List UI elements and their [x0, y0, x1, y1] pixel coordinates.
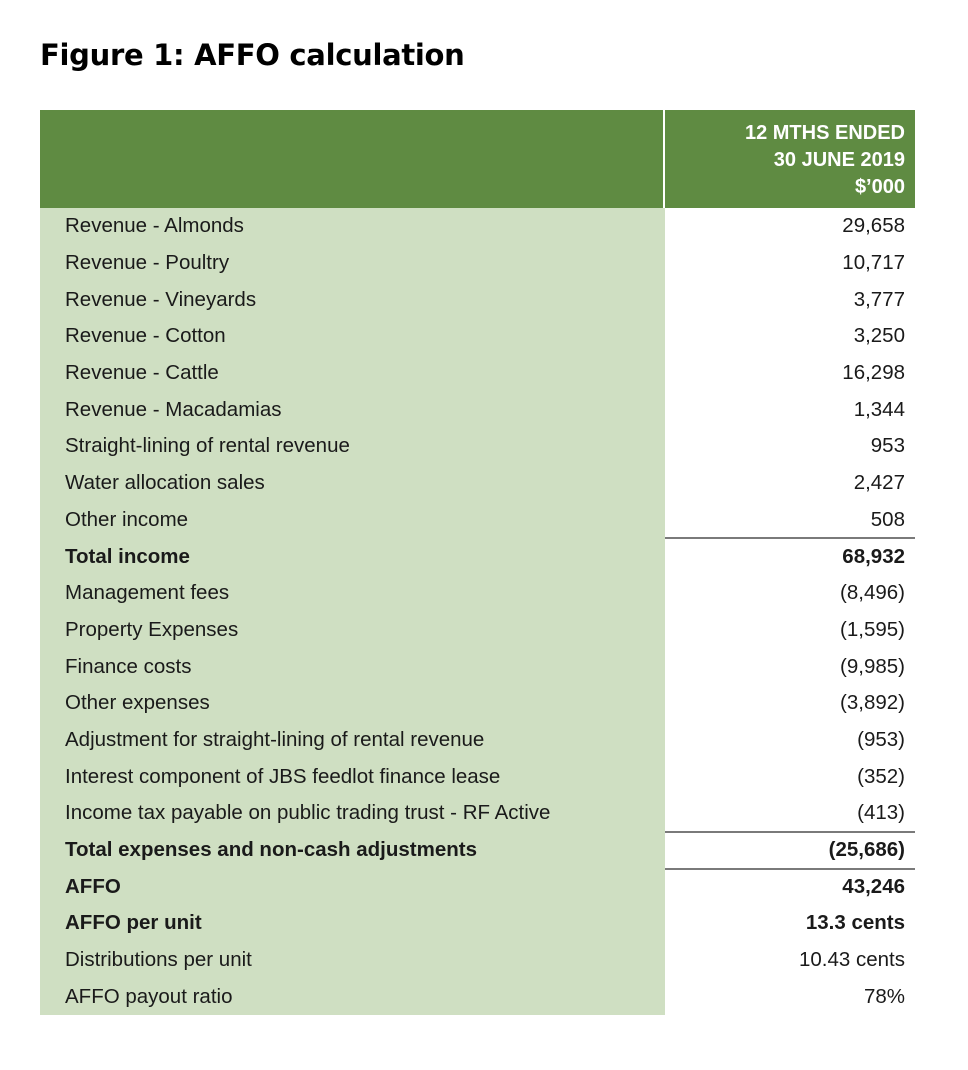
row-value: 3,777: [853, 287, 905, 311]
table-row: [40, 538, 915, 575]
row-label: Revenue - Poultry: [65, 251, 230, 275]
row-value: 43,246: [842, 874, 905, 898]
table-row: [40, 758, 915, 795]
separator-rule: [665, 831, 915, 833]
header-line-1: 12 MTHS ENDED: [744, 122, 905, 144]
row-value: (953): [857, 727, 905, 751]
table-row: [40, 245, 915, 282]
row-value: (1,595): [840, 617, 905, 641]
row-value: (413): [857, 801, 905, 825]
table-row: [40, 905, 915, 942]
row-label: Distributions per unit: [65, 948, 252, 972]
row-label: Revenue - Cattle: [65, 361, 219, 385]
table-header: [40, 110, 915, 208]
table-row: [40, 868, 915, 905]
row-value: 953: [870, 434, 905, 458]
table-row: [40, 832, 915, 869]
separator-rule: [665, 537, 915, 539]
table-row: [40, 318, 915, 355]
row-label: Finance costs: [65, 654, 192, 678]
row-value: (3,892): [840, 691, 905, 715]
row-label: Income tax payable on public trading trust - RF Active: [65, 801, 551, 825]
table-row: [40, 942, 915, 979]
row-label: Other expenses: [65, 691, 210, 715]
row-value: (25,686): [828, 838, 905, 862]
row-value: 29,658: [842, 214, 905, 238]
table-row: [40, 465, 915, 502]
table-row: [40, 685, 915, 722]
row-value: 508: [870, 507, 905, 531]
row-label: Revenue - Cotton: [65, 324, 226, 348]
row-value: 2,427: [853, 471, 905, 495]
row-label: Revenue - Vineyards: [65, 287, 257, 311]
table-row: [40, 208, 915, 245]
table-row: [40, 391, 915, 428]
table-row: [40, 978, 915, 1015]
row-label: Other income: [65, 507, 189, 531]
row-value: (9,985): [840, 654, 905, 678]
row-value: 13.3 cents: [805, 911, 905, 935]
row-label: Property Expenses: [65, 617, 239, 641]
header-line-3: $’000: [854, 176, 905, 198]
row-label: AFFO payout ratio: [65, 984, 233, 1008]
row-label: Total expenses and non-cash adjustments: [65, 838, 477, 862]
table-row: [40, 722, 915, 759]
table-row: [40, 795, 915, 832]
row-value: 3,250: [853, 324, 905, 348]
table-row: [40, 648, 915, 685]
row-label: Water allocation sales: [65, 471, 265, 495]
table-row: [40, 428, 915, 465]
row-value: (352): [857, 764, 905, 788]
row-label: AFFO: [65, 874, 121, 898]
row-label: Revenue - Almonds: [65, 214, 244, 238]
table-row: [40, 612, 915, 649]
table-row: [40, 575, 915, 612]
figure-title: Figure 1: AFFO calculation: [40, 38, 465, 72]
row-value: 78%: [863, 984, 905, 1008]
row-label: AFFO per unit: [65, 911, 202, 935]
row-label: Straight-lining of rental revenue: [65, 434, 350, 458]
header-period-cell: [665, 110, 915, 208]
table-row: [40, 281, 915, 318]
row-label: Management fees: [65, 581, 230, 605]
row-value: 68,932: [842, 544, 905, 568]
row-value: 1,344: [853, 397, 905, 421]
table-row: [40, 502, 915, 539]
row-value: 16,298: [842, 361, 905, 385]
row-value: 10,717: [842, 251, 905, 275]
row-label: Revenue - Macadamias: [65, 397, 282, 421]
row-label: Total income: [65, 544, 190, 568]
row-label: Adjustment for straight-lining of rental revenue: [65, 727, 485, 751]
row-label: Interest component of JBS feedlot finance lease: [65, 764, 501, 788]
header-line-2: 30 JUNE 2019: [773, 149, 905, 171]
row-value: (8,496): [840, 581, 905, 605]
table-body: [40, 208, 915, 1015]
affo-table: [40, 110, 915, 1015]
table-row: [40, 355, 915, 392]
row-value: 10.43 cents: [799, 948, 905, 972]
separator-rule: [665, 868, 915, 870]
header-label-cell: [40, 110, 663, 208]
